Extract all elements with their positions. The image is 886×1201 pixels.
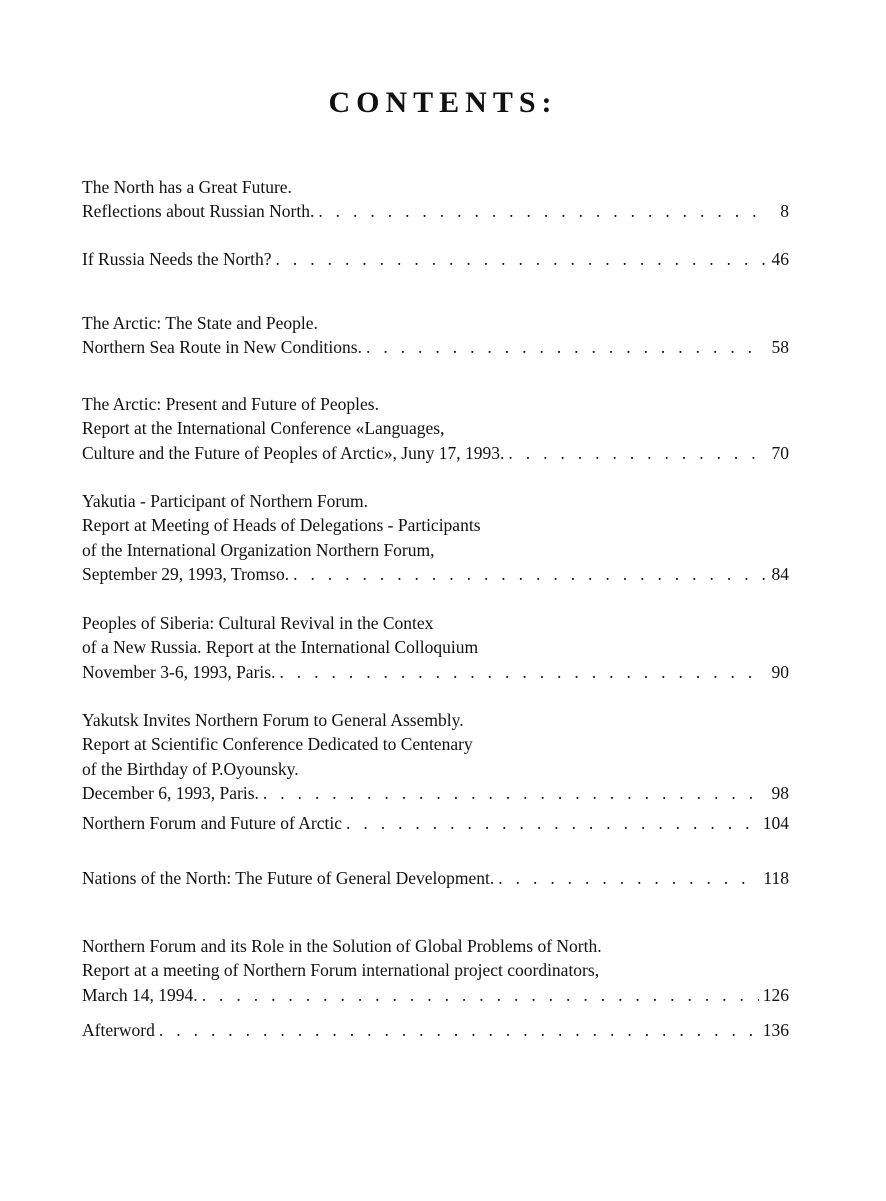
toc-entry-line: Report at Meeting of Heads of Delegations - Participants: [82, 515, 481, 536]
toc-entry: [82, 247, 789, 271]
dot-leader: [272, 247, 765, 271]
toc-entry-line: Peoples of Siberia: Cultural Revival in the Contex: [82, 613, 434, 633]
toc-entry-last-line: [82, 562, 789, 586]
toc-entry-line: If Russia Needs the North?: [82, 249, 272, 269]
toc-entry: [82, 811, 789, 835]
page-number: 98: [771, 782, 789, 803]
toc-entry-line: The Arctic: Present and Future of Peoples.: [82, 394, 379, 414]
toc-entry-line: December 6, 1993, Paris.: [82, 782, 259, 803]
page-number: 84: [771, 563, 789, 584]
dot-leader: [314, 199, 765, 223]
toc-entry-last-line: [82, 247, 789, 271]
toc-entry-line: Northern Sea Route in New Conditions.: [82, 337, 362, 358]
dot-leader: [362, 335, 765, 359]
toc-entry-line: Yakutsk Invites Northern Forum to General Assembly.: [82, 710, 464, 730]
toc-entry-line: Reflections about Russian North.: [82, 201, 315, 222]
page-number: 70: [771, 442, 789, 463]
dot-leader: [494, 866, 759, 890]
toc-entry-line: Afterword: [82, 1020, 155, 1040]
dot-leader: [259, 781, 765, 805]
toc-entry-last-line: [82, 199, 789, 223]
toc-entry-line: Culture and the Future of Peoples of Arctic», Juny 17, 1993.: [82, 442, 505, 463]
toc-entry-line: of the Birthday of P.Oyounsky.: [82, 758, 299, 779]
page-number: 8: [780, 201, 789, 222]
toc-entry: [82, 708, 789, 805]
toc-entry-line: of a New Russia. Report at the International Colloquium: [82, 637, 479, 658]
toc-entry-line: March 14, 1994.: [82, 984, 198, 1005]
toc-entry-line: November 3-6, 1993, Paris.: [82, 661, 276, 682]
toc-entry-last-line: [82, 441, 789, 465]
toc-entry-last-line: [82, 983, 789, 1007]
page-title: CONTENTS:: [328, 86, 558, 119]
page-number: 126: [762, 984, 789, 1005]
toc-entry-line: Report at Scientific Conference Dedicated to Centenary: [82, 734, 473, 755]
page-number: 58: [771, 337, 789, 358]
toc-entry-line: Yakutia - Participant of Northern Forum.: [82, 491, 368, 511]
toc-entry: [82, 934, 789, 1007]
dot-leader: [275, 660, 765, 684]
toc-entry-line: Northern Forum and Future of Arctic: [82, 813, 343, 833]
toc-entry: [82, 611, 789, 684]
toc-entry-line: The Arctic: The State and People.: [82, 313, 318, 333]
page-number: 136: [762, 1020, 789, 1040]
toc-entry-line: The North has a Great Future.: [82, 177, 292, 197]
toc-entry: [82, 175, 789, 224]
page-number: 104: [762, 813, 789, 833]
page-number: 118: [763, 868, 789, 888]
toc-entry-last-line: [82, 866, 789, 890]
toc-entry-line: Report at a meeting of Northern Forum international project coordinators,: [82, 960, 600, 981]
toc-entry: [82, 392, 789, 465]
dot-leader: [198, 983, 759, 1007]
dot-leader: [155, 1018, 759, 1042]
dot-leader: [289, 562, 765, 586]
toc-entry-line: Northern Forum and its Role in the Solution of Global Problems of North.: [82, 936, 602, 956]
toc-entry: [82, 489, 789, 586]
toc-entry-line: Report at the International Conference «Languages,: [82, 418, 445, 439]
toc-entry-last-line: [82, 1018, 789, 1042]
toc-entry-last-line: [82, 335, 789, 359]
page-number: 90: [771, 661, 789, 682]
dot-leader: [342, 811, 759, 835]
toc-entry-last-line: [82, 781, 789, 805]
page-number: 46: [771, 249, 789, 269]
toc-entry-last-line: [82, 660, 789, 684]
dot-leader: [504, 441, 765, 465]
toc-entry-line: of the International Organization Northern Forum,: [82, 539, 435, 560]
toc-entry: [82, 1018, 789, 1042]
toc-entry: [82, 866, 789, 890]
toc-entry: [82, 311, 789, 360]
toc-entry-line: Nations of the North: The Future of General Development.: [82, 868, 495, 888]
toc-entry-line: September 29, 1993, Tromso.: [82, 563, 290, 584]
toc-entry-last-line: [82, 811, 789, 835]
